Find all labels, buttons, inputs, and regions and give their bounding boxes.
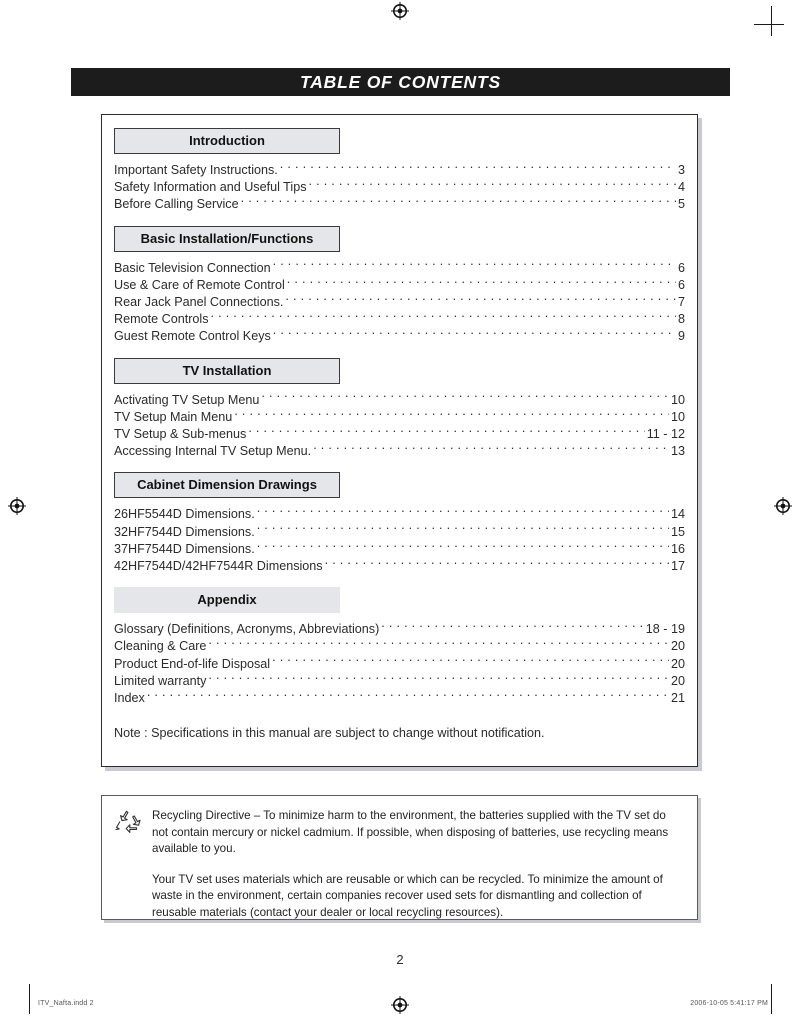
dot-leader <box>257 506 669 518</box>
toc-entry[interactable] <box>114 409 685 426</box>
toc-entry-label: Cleaning & Care <box>114 639 207 654</box>
toc-entry-label: Accessing Internal TV Setup Menu. <box>114 444 312 459</box>
toc-entry-page: 5 <box>677 197 685 212</box>
dot-leader <box>241 196 676 208</box>
dot-leader <box>325 558 669 570</box>
dot-leader <box>257 524 669 536</box>
toc-entry-label: Use & Care of Remote Control <box>114 277 285 292</box>
toc-entry[interactable] <box>114 328 685 345</box>
toc-entry-page: 7 <box>677 295 685 310</box>
toc-entry-page: 20 <box>670 673 685 688</box>
toc-entry-label: Important Safety Instructions. <box>114 163 278 177</box>
section-heading-cabinet-dimension-drawings: Cabinet Dimension Drawings <box>114 472 340 498</box>
dot-leader <box>248 426 644 438</box>
toc-entry-page: 20 <box>670 656 685 671</box>
toc-entry-page: 8 <box>677 312 685 327</box>
toc-entry-page: 11 - 12 <box>646 427 685 442</box>
dot-leader <box>208 673 669 685</box>
toc-entry[interactable] <box>114 426 685 443</box>
toc-entry-label: 42HF7544D/42HF7544R Dimensions <box>114 559 323 574</box>
toc-entry-label: Index <box>114 691 145 706</box>
section-heading-basic-installation: Basic Installation/Functions <box>114 226 340 252</box>
registration-mark-top <box>391 2 409 20</box>
dot-leader <box>208 638 669 650</box>
toc-entry-page: 18 - 19 <box>645 622 685 637</box>
dot-leader <box>285 294 676 306</box>
toc-entry[interactable] <box>114 524 685 541</box>
toc-entry-label: Remote Controls <box>114 312 209 327</box>
page-number: 2 <box>396 952 404 967</box>
dot-leader <box>273 328 676 340</box>
toc-entry-label: Activating TV Setup Menu <box>114 392 260 407</box>
dot-leader <box>273 260 676 272</box>
dot-leader <box>257 541 669 553</box>
toc-entry[interactable] <box>114 638 685 655</box>
registration-mark-bottom <box>391 996 409 1014</box>
crop-mark-top-right-vertical <box>771 6 772 36</box>
toc-entry-page: 10 <box>670 392 685 407</box>
toc-entry[interactable] <box>114 621 685 638</box>
page-title: TABLE OF CONTENTS <box>300 71 501 92</box>
recycle-icon <box>114 808 142 909</box>
registration-mark-right <box>774 497 792 515</box>
toc-entry[interactable] <box>114 673 685 690</box>
dot-leader <box>234 409 669 421</box>
toc-entry[interactable] <box>114 656 685 673</box>
dot-leader <box>309 179 676 191</box>
section-heading-appendix: Appendix <box>114 587 340 613</box>
toc-entry[interactable] <box>114 179 685 196</box>
section-heading-introduction: Introduction <box>114 128 340 154</box>
toc-entry[interactable] <box>114 392 685 409</box>
toc-entry-label: 26HF5544D Dimensions. <box>114 507 255 522</box>
toc-entry-label: Safety Information and Useful Tips <box>114 180 307 195</box>
toc-entry-page: 13 <box>670 444 685 459</box>
toc-entry-label: Rear Jack Panel Connections. <box>114 295 284 310</box>
dot-leader <box>313 443 669 455</box>
toc-entry-label: Before Calling Service <box>114 197 239 212</box>
toc-entry[interactable] <box>114 260 685 277</box>
dot-leader <box>261 392 669 404</box>
toc-entry-page: 3 <box>677 163 685 177</box>
registration-mark-left <box>8 497 26 515</box>
toc-entry-label: 32HF7544D Dimensions. <box>114 524 255 539</box>
specifications-note: Note : Specifications in this manual are subject to change without notification. <box>114 726 545 741</box>
toc-entry[interactable] <box>114 541 685 558</box>
recycling-directive-text <box>152 808 683 919</box>
toc-entry[interactable] <box>114 311 685 328</box>
toc-entry-label: Product End-of-life Disposal <box>114 656 271 671</box>
toc-entry[interactable] <box>114 558 685 575</box>
toc-section-cabinet-dimension-drawings <box>114 472 685 575</box>
dot-leader <box>280 162 676 174</box>
toc-entry[interactable] <box>114 277 685 294</box>
toc-entry-page: 17 <box>670 559 685 574</box>
toc-section-appendix <box>114 587 685 707</box>
toc-entry-label: Basic Television Connection <box>114 260 271 275</box>
footer-filename: ITV_Nafta.indd 2 <box>38 1000 94 1007</box>
toc-entry-label: TV Setup & Sub-menus <box>114 427 247 442</box>
crop-mark-top-right-horizontal <box>754 24 784 25</box>
toc-entry-label: Guest Remote Control Keys <box>114 329 271 344</box>
section-heading-tv-installation: TV Installation <box>114 358 340 384</box>
recycling-paragraph-1: Recycling Directive – To minimize harm to the environment, the batteries supplied with the TV set do not contain mercury or nickel cadmium. If possible, when disposing of batteries, use recycling means available to you. <box>152 809 669 856</box>
crop-mark-bottom-right-vertical <box>771 984 772 1014</box>
toc-entry-label: TV Setup Main Menu <box>114 409 233 424</box>
footer-timestamp: 2006-10-05 5:41:17 PM <box>690 1000 768 1007</box>
toc-entry[interactable] <box>114 162 685 179</box>
toc-entry-page: 10 <box>670 409 685 424</box>
recycling-paragraph-2: Your TV set uses materials which are reusable or which can be recycled. To minimize the amount of waste in the environment, certain companies recover used sets for dismantling and collection of reusable materials (contact your dealer or local recycling resources). <box>152 872 663 919</box>
toc-entry-page: 14 <box>670 507 685 522</box>
toc-entry[interactable] <box>114 196 685 213</box>
crop-mark-bottom-left-vertical <box>29 984 30 1014</box>
dot-leader <box>211 311 676 323</box>
toc-entry[interactable] <box>114 506 685 523</box>
toc-entry[interactable] <box>114 690 685 707</box>
toc-entry-page: 20 <box>670 639 685 654</box>
toc-entry-page: 6 <box>677 277 685 292</box>
toc-section-basic-installation <box>114 226 685 346</box>
toc-section-introduction <box>114 128 685 214</box>
table-of-contents-panel <box>101 114 698 767</box>
toc-entry-page: 9 <box>677 329 685 344</box>
toc-entry-page: 6 <box>677 260 685 275</box>
recycling-directive-box <box>101 795 698 920</box>
dot-leader <box>287 277 676 289</box>
toc-entry-page: 4 <box>677 180 685 195</box>
toc-entry-page: 21 <box>670 691 685 706</box>
toc-entry-label: 37HF7544D Dimensions. <box>114 541 255 556</box>
toc-entry[interactable] <box>114 443 685 460</box>
toc-entry-page: 15 <box>670 524 685 539</box>
toc-section-tv-installation <box>114 358 685 461</box>
dot-leader <box>147 690 669 702</box>
dot-leader <box>272 656 669 668</box>
toc-entry-page: 16 <box>670 541 685 556</box>
dot-leader <box>381 621 644 633</box>
toc-entry[interactable] <box>114 294 685 311</box>
toc-entry-label: Limited warranty <box>114 673 207 688</box>
toc-entry-label: Glossary (Definitions, Acronyms, Abbreviations) <box>114 622 380 637</box>
page-title-banner <box>71 68 730 96</box>
